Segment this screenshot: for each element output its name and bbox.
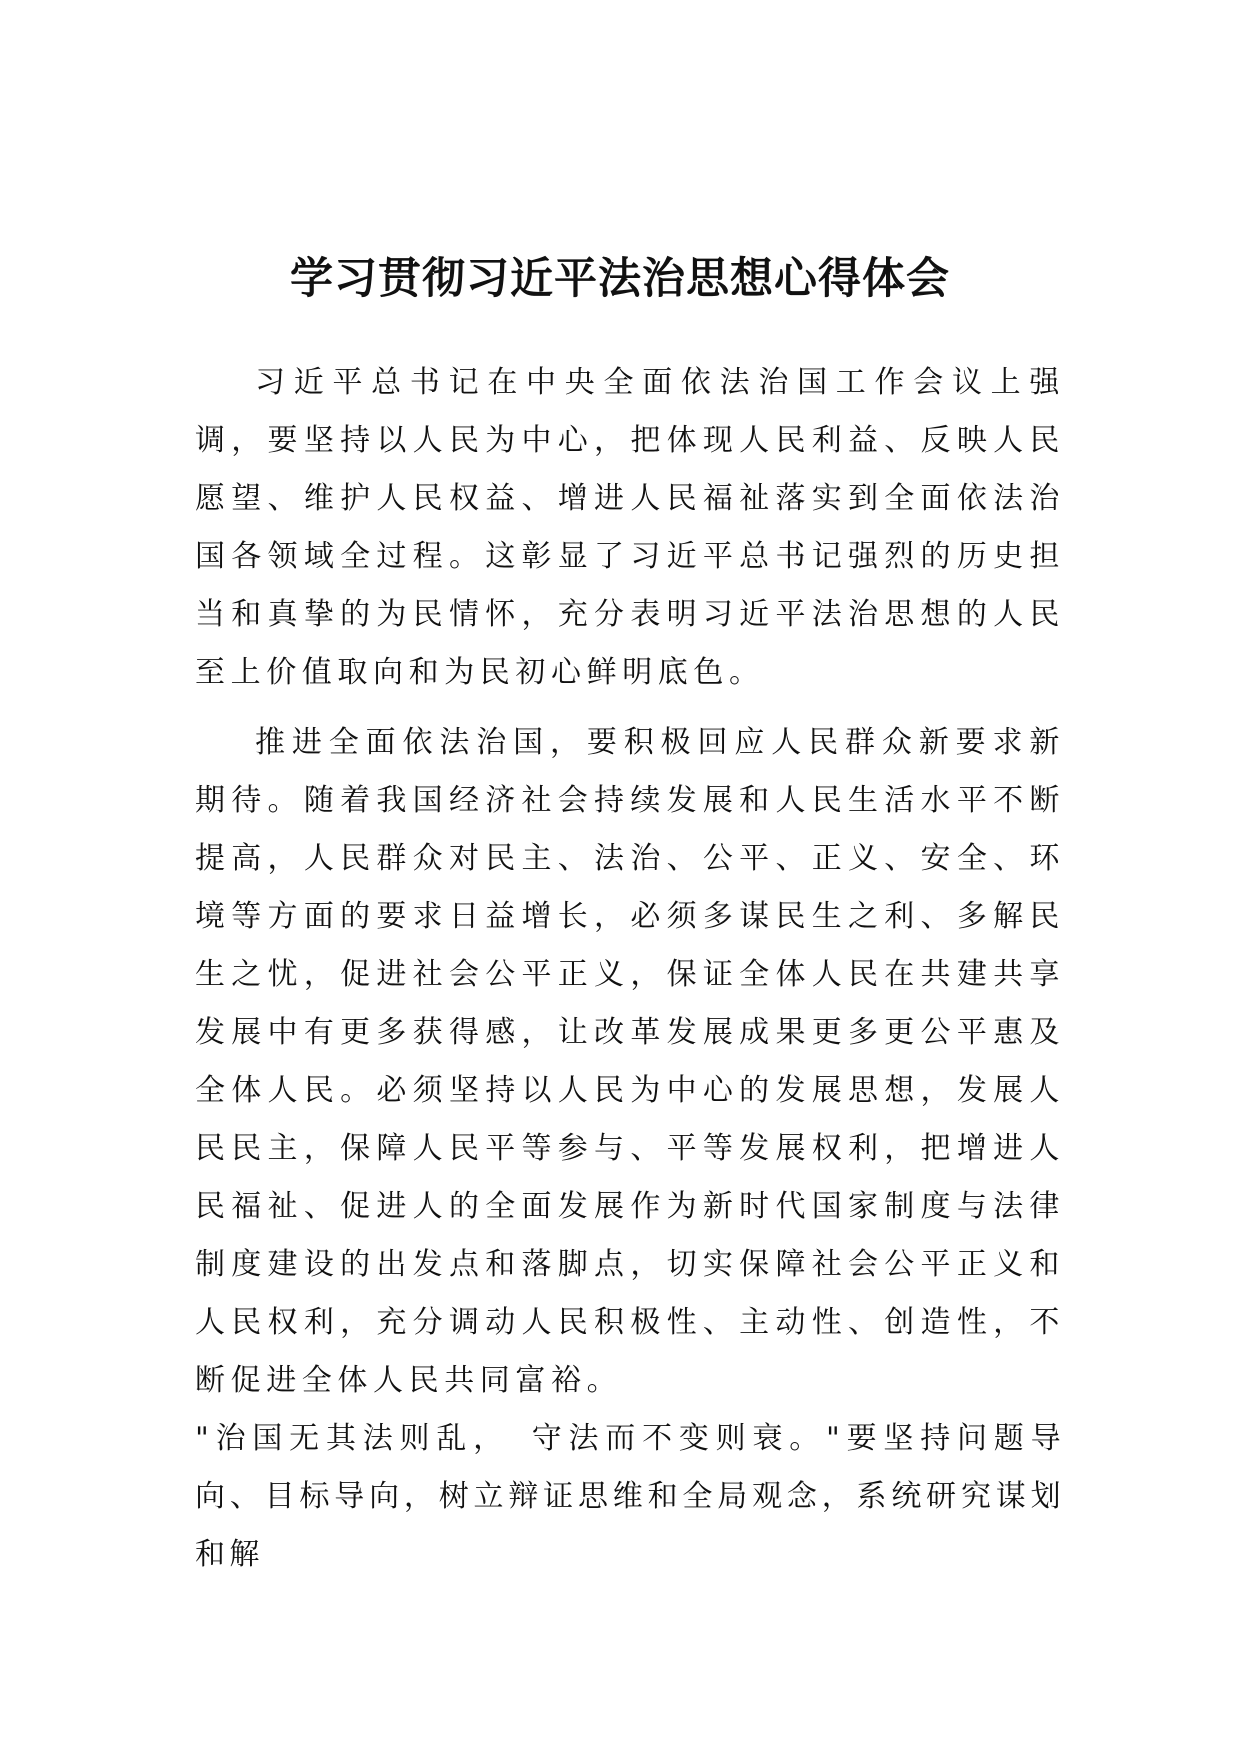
document-title: 学习贯彻习近平法治思想心得体会 bbox=[290, 253, 950, 304]
paragraph-3: "治国无其法则乱， 守法而不变则衰。"要坚持问题导向、目标导向，树立辩证思维和全局观念，系统研究谋划和解 bbox=[195, 1421, 1065, 1572]
document-body bbox=[195, 354, 1065, 1584]
paragraph-1: 习近平总书记在中央全面依法治国工作会议上强调，要坚持以人民为中心，把体现人民利益、反映人民愿望、维护人民权益、增进人民福祉落实到全面依法治国各领域全过程。这彰显了习近平总书记强烈的历史担当和真挚的为民情怀，充分表明习近平法治思想的人民至上价值取向和为民初心鲜明底色。 bbox=[195, 365, 1065, 690]
paragraph-2: 推进全面依法治国，要积极回应人民群众新要求新期待。随着我国经济社会持续发展和人民生活水平不断提高，人民群众对民主、法治、公平、正义、安全、环境等方面的要求日益增长，必须多谋民生之利、多解民生之忧，促进社会公平正义，保证全体人民在共建共享发展中有更多获得感，让改革发展成果更多更公平惠及全体人民。必须坚持以人民为中心的发展思想，发展人民民主，保障人民平等参与、平等发展权利，把增进人民福祉、促进人的全面发展作为新时代国家制度与法律制度建设的出发点和落脚点，切实保障社会公平正义和人民权利，充分调动人民积极性、主动性、创造性，不断促进全体人民共同富裕。 bbox=[195, 725, 1065, 1398]
